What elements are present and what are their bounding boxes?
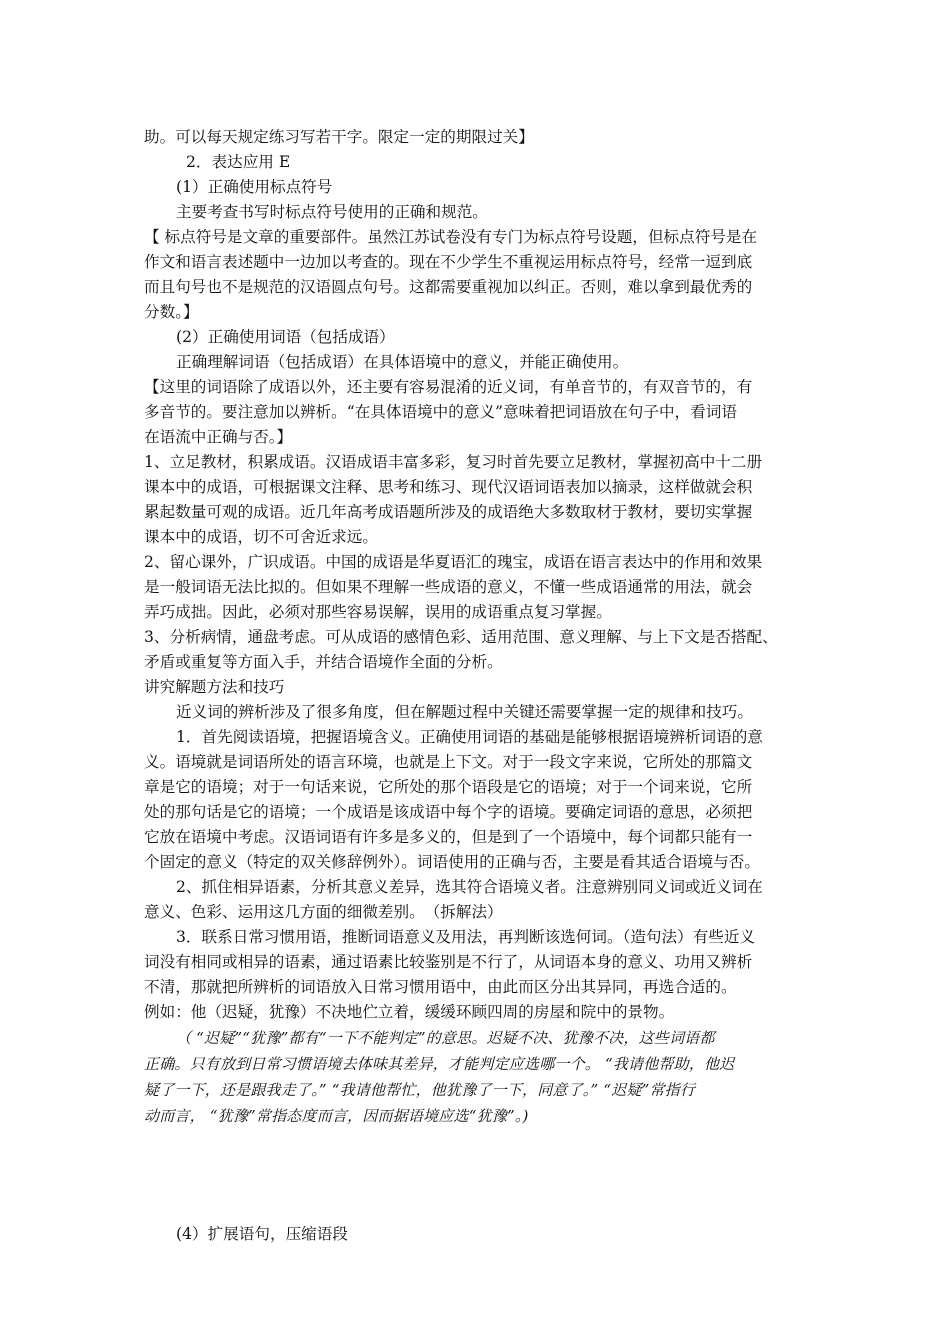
text-line: 是一般词语无法比拟的。但如果不理解一些成语的意义，不懂一些成语通常的用法，就会 bbox=[144, 578, 753, 596]
text-line: 主要考查书写时标点符号使用的正确和规范。 bbox=[176, 203, 488, 221]
example-note: 正确。只有放到日常习惯语境去体味其差异，才能判定应选哪一个。 “我请他帮助，他迟 bbox=[144, 1055, 735, 1073]
text-line: 多音节的。要注意加以辨析。“在具体语境中的意义”意味着把词语放在句子中，看词语 bbox=[144, 403, 737, 421]
text-line: 个固定的意义（特定的双关修辞例外）。词语使用的正确与否，主要是看其适合语境与否。 bbox=[144, 853, 760, 871]
text-line: 近义词的辨析涉及了很多角度，但在解题过程中关键还需要掌握一定的规律和技巧。 bbox=[176, 703, 753, 721]
example-note: 疑了一下，还是跟我走了。” “我请他帮忙，他犹豫了一下，同意了。” “迟疑”常指行 bbox=[144, 1081, 696, 1099]
subsection-heading: (1）正确使用标点符号 bbox=[176, 178, 333, 196]
text-line: 【这里的词语除了成语以外，还主要有容易混淆的近义词，有单音节的，有双音节的，有 bbox=[144, 378, 753, 396]
text-line: 弄巧成拙。因此，必须对那些容易误解，误用的成语重点复习掌握。 bbox=[144, 603, 612, 621]
section-heading: 讲究解题方法和技巧 bbox=[144, 678, 285, 696]
text-line: 2、留心课外，广识成语。中国的成语是华夏语汇的瑰宝，成语在语言表达中的作用和效果 bbox=[144, 553, 763, 571]
text-line: 【 标点符号是文章的重要部件。虽然江苏试卷没有专门为标点符号设题，但标点符号是在 bbox=[144, 228, 758, 246]
example-note: （ “迟疑”“犹豫”都有“一下不能判定”的意思。迟疑不决、犹豫不决，这些词语都 bbox=[176, 1029, 715, 1047]
text-line: 1．首先阅读语境，把握语境含义。正确使用词语的基础是能够根据语境辨析词语的意 bbox=[176, 728, 763, 746]
text-line: 3、分析病情，通盘考虑。可从成语的感情色彩、适用范围、意义理解、与上下文是否搭配、 bbox=[144, 628, 778, 646]
text-line: 意义、色彩、运用这几方面的细微差别。 （拆解法） bbox=[144, 903, 503, 921]
text-line: 2、抓住相异语素，分析其意义差异，选其符合语境义者。注意辨别同义词或近义词在 bbox=[176, 878, 763, 896]
text-line: 不清，那就把所辨析的词语放入日常习惯用语中，由此而区分出其异同，再选合适的。 bbox=[144, 978, 737, 996]
text-line: 正确理解词语（包括成语）在具体语境中的意义，并能正确使用。 bbox=[176, 353, 629, 371]
text-line: 在语流中正确与否。】 bbox=[144, 428, 293, 446]
text-line: 而且句号也不是规范的汉语圆点句号。这都需要重视加以纠正。否则，难以拿到最优秀的 bbox=[144, 278, 753, 296]
text-line: 章是它的语境；对于一句话来说，它所处的那个语段是它的语境；对于一个词来说，它所 bbox=[144, 778, 753, 796]
section-heading: 2．表达应用 E bbox=[186, 153, 291, 171]
example-note: 动而言， “犹豫”常指态度而言，因而据语境应选“犹豫”。) bbox=[144, 1107, 529, 1125]
text-line: 分数。】 bbox=[144, 303, 199, 321]
text-line: 它放在语境中考虑。汉语词语有许多是多义的，但是到了一个语境中，每个词都只能有一 bbox=[144, 828, 753, 846]
text-line: 词没有相同或相异的语素，通过语素比较鉴别是不行了，从词语本身的意义、功用又辨析 bbox=[144, 953, 753, 971]
text-line: 累起数量可观的成语。近几年高考成语题所涉及的成语绝大多数取材于教材，要切实掌握 bbox=[144, 503, 753, 521]
text-line: 课本中的成语，切不可舍近求远。 bbox=[144, 528, 378, 546]
subsection-heading: (4）扩展语句，压缩语段 bbox=[176, 1225, 348, 1243]
text-line: 矛盾或重复等方面入手，并结合语境作全面的分析。 bbox=[144, 653, 503, 671]
text-line: 处的那句话是它的语境；一个成语是该成语中每个字的语境。要确定词语的意思，必须把 bbox=[144, 803, 753, 821]
text-line: 助。可以每天规定练习写若干字。限定一定的期限过关】 bbox=[144, 128, 534, 146]
subsection-heading: (2）正确使用词语（包括成语） bbox=[176, 328, 395, 346]
text-line: 1、立足教材，积累成语。汉语成语丰富多彩，复习时首先要立足教材，掌握初高中十二册 bbox=[144, 453, 763, 471]
text-line: 3．联系日常习惯用语，推断词语意义及用法，再判断该选何词。（造句法）有些近义 bbox=[176, 928, 756, 946]
text-line: 作文和语言表述题中一边加以考查的。现在不少学生不重视运用标点符号，经常一逗到底 bbox=[144, 253, 753, 271]
example-line: 例如：他（迟疑，犹豫）不决地伫立着，缓缓环顾四周的房屋和院中的景物。 bbox=[144, 1003, 675, 1021]
text-line: 课本中的成语，可根据课文注释、思考和练习、现代汉语词语表加以摘录，这样做就会积 bbox=[144, 478, 753, 496]
text-line: 义。语境就是词语所处的语言环境，也就是上下文。对于一段文字来说，它所处的那篇文 bbox=[144, 753, 753, 771]
